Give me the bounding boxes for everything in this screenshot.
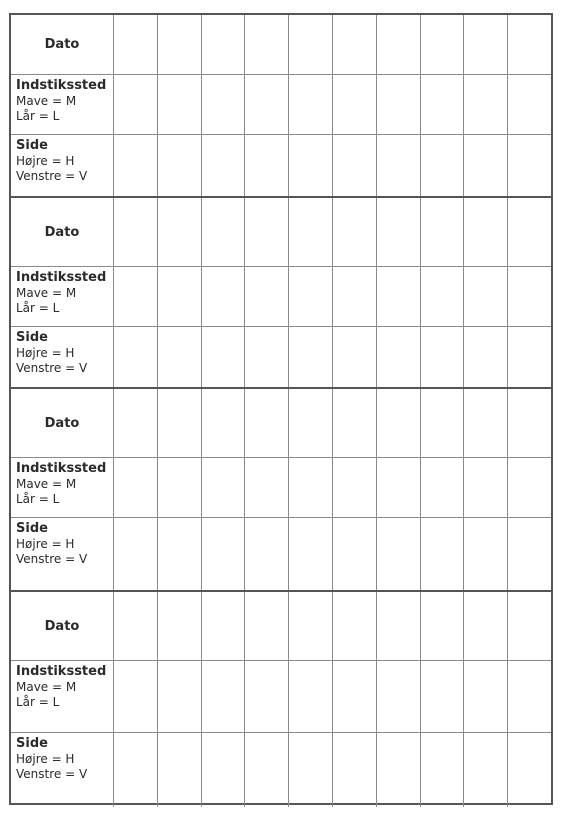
entry-cells xyxy=(114,15,551,74)
entry-cell[interactable] xyxy=(377,733,421,807)
log-block xyxy=(11,590,551,806)
entry-cell[interactable] xyxy=(245,15,289,74)
log-block xyxy=(11,387,551,592)
entry-cell[interactable] xyxy=(421,198,465,266)
dato-label: Dato xyxy=(11,592,114,660)
side-option: Højre = H xyxy=(16,346,75,360)
entry-cell[interactable] xyxy=(377,661,421,733)
entry-cell[interactable] xyxy=(289,518,333,593)
entry-cell[interactable] xyxy=(508,75,551,135)
entry-cells xyxy=(114,75,551,135)
entry-cell[interactable] xyxy=(333,518,377,593)
entry-cell[interactable] xyxy=(464,198,508,266)
entry-cell[interactable] xyxy=(421,15,465,74)
entry-cell[interactable] xyxy=(158,267,202,327)
side-option: Højre = H xyxy=(16,537,75,551)
side-title: Side xyxy=(16,736,48,751)
entry-cell[interactable] xyxy=(508,592,551,660)
side-row xyxy=(11,134,551,197)
injection-site-option: Lår = L xyxy=(16,492,60,506)
entry-cell[interactable] xyxy=(158,733,202,807)
entry-cell[interactable] xyxy=(508,661,551,733)
side-label xyxy=(11,135,114,197)
entry-cell[interactable] xyxy=(245,458,289,518)
entry-cell[interactable] xyxy=(333,389,377,457)
entry-cell[interactable] xyxy=(377,389,421,457)
entry-cell[interactable] xyxy=(202,75,246,135)
entry-cell[interactable] xyxy=(333,733,377,807)
injection-site-label xyxy=(11,267,114,327)
site-row xyxy=(11,266,551,327)
entry-cell[interactable] xyxy=(114,458,158,518)
entry-cell[interactable] xyxy=(202,458,246,518)
entry-cell[interactable] xyxy=(114,661,158,733)
entry-cell[interactable] xyxy=(202,661,246,733)
entry-cell[interactable] xyxy=(377,518,421,593)
side-label xyxy=(11,327,114,390)
entry-cells xyxy=(114,661,551,733)
entry-cell[interactable] xyxy=(508,15,551,74)
entry-cell[interactable] xyxy=(333,198,377,266)
injection-site-title: Indstikssted xyxy=(16,461,107,476)
entry-cell[interactable] xyxy=(377,458,421,518)
entry-cell[interactable] xyxy=(245,592,289,660)
entry-cell[interactable] xyxy=(114,135,158,197)
entry-cell[interactable] xyxy=(289,733,333,807)
side-option: Højre = H xyxy=(16,154,75,168)
entry-cell[interactable] xyxy=(508,518,551,593)
side-option: Venstre = V xyxy=(16,767,88,781)
injection-site-label xyxy=(11,458,114,518)
entry-cell[interactable] xyxy=(333,75,377,135)
entry-cell[interactable] xyxy=(464,592,508,660)
side-label xyxy=(11,518,114,593)
entry-cell[interactable] xyxy=(333,15,377,74)
entry-cell[interactable] xyxy=(114,733,158,807)
entry-cell[interactable] xyxy=(114,267,158,327)
entry-cell[interactable] xyxy=(464,75,508,135)
dato-row xyxy=(11,389,551,457)
entry-cell[interactable] xyxy=(114,592,158,660)
entry-cell[interactable] xyxy=(508,135,551,197)
entry-cell[interactable] xyxy=(508,458,551,518)
side-label xyxy=(11,733,114,807)
entry-cell[interactable] xyxy=(289,75,333,135)
entry-cells xyxy=(114,389,551,457)
entry-cell[interactable] xyxy=(114,75,158,135)
entry-cell[interactable] xyxy=(464,267,508,327)
injection-site-title: Indstikssted xyxy=(16,270,107,285)
entry-cell[interactable] xyxy=(158,592,202,660)
side-option: Venstre = V xyxy=(16,169,88,183)
entry-cell[interactable] xyxy=(377,15,421,74)
entry-cell[interactable] xyxy=(202,518,246,593)
entry-cell[interactable] xyxy=(421,458,465,518)
entry-cell[interactable] xyxy=(202,15,246,74)
entry-cell[interactable] xyxy=(289,458,333,518)
entry-cell[interactable] xyxy=(508,327,551,390)
entry-cell[interactable] xyxy=(245,327,289,390)
side-title: Side xyxy=(16,138,48,153)
side-option: Venstre = V xyxy=(16,361,88,375)
entry-cell[interactable] xyxy=(377,198,421,266)
entry-cell[interactable] xyxy=(202,135,246,197)
injection-log-sheet xyxy=(9,13,553,805)
entry-cell[interactable] xyxy=(377,75,421,135)
entry-cell[interactable] xyxy=(158,15,202,74)
entry-cell[interactable] xyxy=(421,267,465,327)
entry-cell[interactable] xyxy=(245,389,289,457)
entry-cell[interactable] xyxy=(202,198,246,266)
side-row xyxy=(11,326,551,390)
site-row xyxy=(11,74,551,135)
side-title: Side xyxy=(16,521,48,536)
entry-cells xyxy=(114,267,551,327)
injection-site-option: Mave = M xyxy=(16,94,77,108)
entry-cell[interactable] xyxy=(245,267,289,327)
entry-cell[interactable] xyxy=(333,327,377,390)
entry-cell[interactable] xyxy=(202,267,246,327)
entry-cell[interactable] xyxy=(245,661,289,733)
entry-cell[interactable] xyxy=(114,15,158,74)
injection-site-title: Indstikssted xyxy=(16,664,107,679)
entry-cell[interactable] xyxy=(333,135,377,197)
entry-cell[interactable] xyxy=(421,518,465,593)
entry-cell[interactable] xyxy=(245,198,289,266)
dato-label: Dato xyxy=(11,198,114,266)
entry-cell[interactable] xyxy=(377,327,421,390)
entry-cells xyxy=(114,135,551,197)
entry-cell[interactable] xyxy=(421,327,465,390)
entry-cell[interactable] xyxy=(508,198,551,266)
entry-cell[interactable] xyxy=(289,592,333,660)
entry-cell[interactable] xyxy=(114,198,158,266)
entry-cell[interactable] xyxy=(464,518,508,593)
injection-site-option: Mave = M xyxy=(16,680,77,694)
dato-row xyxy=(11,592,551,660)
injection-site-option: Lår = L xyxy=(16,301,60,315)
entry-cell[interactable] xyxy=(114,327,158,390)
side-option: Venstre = V xyxy=(16,552,88,566)
entry-cell[interactable] xyxy=(464,458,508,518)
entry-cells xyxy=(114,733,551,807)
entry-cell[interactable] xyxy=(289,135,333,197)
entry-cell[interactable] xyxy=(464,15,508,74)
injection-site-label xyxy=(11,661,114,733)
entry-cell[interactable] xyxy=(289,198,333,266)
entry-cell[interactable] xyxy=(333,458,377,518)
entry-cell[interactable] xyxy=(508,733,551,807)
entry-cell[interactable] xyxy=(158,389,202,457)
side-title: Side xyxy=(16,330,48,345)
entry-cell[interactable] xyxy=(289,327,333,390)
entry-cell[interactable] xyxy=(333,267,377,327)
injection-site-label xyxy=(11,75,114,135)
entry-cells xyxy=(114,327,551,390)
entry-cell[interactable] xyxy=(377,267,421,327)
entry-cell[interactable] xyxy=(114,518,158,593)
entry-cell[interactable] xyxy=(333,661,377,733)
entry-cell[interactable] xyxy=(289,15,333,74)
entry-cell[interactable] xyxy=(421,592,465,660)
entry-cell[interactable] xyxy=(158,198,202,266)
entry-cell[interactable] xyxy=(289,267,333,327)
entry-cell[interactable] xyxy=(421,661,465,733)
entry-cell[interactable] xyxy=(158,518,202,593)
entry-cells xyxy=(114,198,551,266)
entry-cells xyxy=(114,458,551,518)
entry-cell[interactable] xyxy=(158,661,202,733)
entry-cell[interactable] xyxy=(464,389,508,457)
injection-site-option: Lår = L xyxy=(16,695,60,709)
dato-row xyxy=(11,15,551,74)
injection-site-option: Mave = M xyxy=(16,477,77,491)
entry-cell[interactable] xyxy=(245,75,289,135)
dato-label: Dato xyxy=(11,15,114,74)
dato-label: Dato xyxy=(11,389,114,457)
entry-cell[interactable] xyxy=(245,733,289,807)
side-row xyxy=(11,517,551,593)
entry-cell[interactable] xyxy=(508,267,551,327)
entry-cell[interactable] xyxy=(377,135,421,197)
dato-row xyxy=(11,198,551,266)
entry-cell[interactable] xyxy=(202,592,246,660)
injection-site-option: Mave = M xyxy=(16,286,77,300)
log-block xyxy=(11,196,551,389)
injection-site-title: Indstikssted xyxy=(16,78,107,93)
entry-cell[interactable] xyxy=(245,135,289,197)
entry-cell[interactable] xyxy=(158,135,202,197)
entry-cells xyxy=(114,592,551,660)
site-row xyxy=(11,457,551,518)
entry-cell[interactable] xyxy=(202,389,246,457)
entry-cell[interactable] xyxy=(158,327,202,390)
entry-cell[interactable] xyxy=(377,592,421,660)
entry-cell[interactable] xyxy=(245,518,289,593)
entry-cell[interactable] xyxy=(114,389,158,457)
side-row xyxy=(11,732,551,807)
log-block xyxy=(11,15,551,196)
entry-cell[interactable] xyxy=(421,389,465,457)
side-option: Højre = H xyxy=(16,752,75,766)
entry-cell[interactable] xyxy=(202,733,246,807)
entry-cell[interactable] xyxy=(464,135,508,197)
entry-cell[interactable] xyxy=(158,458,202,518)
entry-cell[interactable] xyxy=(464,733,508,807)
entry-cell[interactable] xyxy=(421,733,465,807)
entry-cell[interactable] xyxy=(421,75,465,135)
entry-cell[interactable] xyxy=(202,327,246,390)
entry-cell[interactable] xyxy=(158,75,202,135)
entry-cell[interactable] xyxy=(464,661,508,733)
site-row xyxy=(11,660,551,733)
entry-cell[interactable] xyxy=(464,327,508,390)
entry-cell[interactable] xyxy=(508,389,551,457)
entry-cells xyxy=(114,518,551,593)
entry-cell[interactable] xyxy=(289,661,333,733)
injection-site-option: Lår = L xyxy=(16,109,60,123)
entry-cell[interactable] xyxy=(421,135,465,197)
entry-cell[interactable] xyxy=(289,389,333,457)
entry-cell[interactable] xyxy=(333,592,377,660)
